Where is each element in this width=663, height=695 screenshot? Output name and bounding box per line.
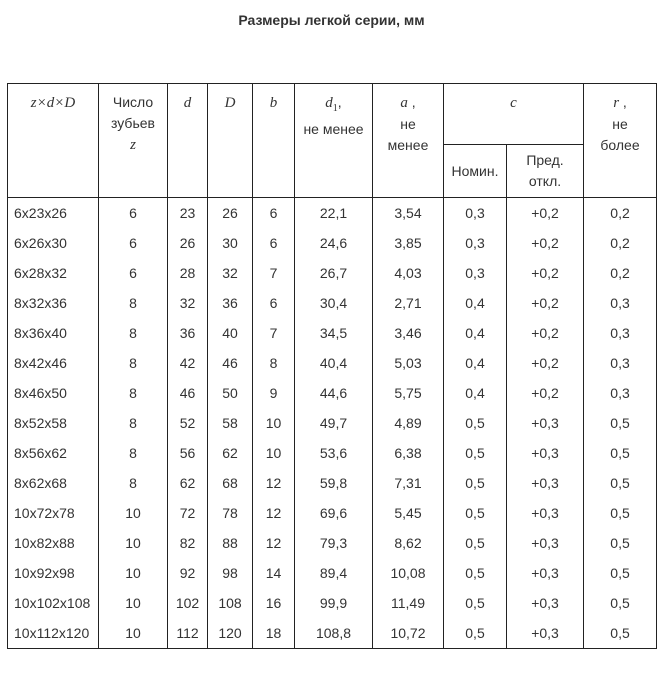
cell-r: 0,2	[584, 258, 657, 288]
cell-teeth: 6	[99, 198, 168, 229]
cell-r: 0,5	[584, 588, 657, 618]
cell-a: 5,03	[373, 348, 444, 378]
cell-d: 102	[168, 588, 208, 618]
header-c-deviation: Пред. откл.	[507, 145, 584, 198]
cell-c-deviation: +0,3	[507, 438, 584, 468]
cell-a: 5,45	[373, 498, 444, 528]
table-row	[8, 198, 657, 229]
table-row	[8, 618, 657, 649]
cell-teeth: 6	[99, 258, 168, 288]
cell-r: 0,5	[584, 498, 657, 528]
table-row	[8, 348, 657, 378]
cell-D: 50	[208, 378, 253, 408]
cell-c-nominal: 0,5	[444, 618, 507, 649]
cell-b: 12	[253, 468, 295, 498]
cell-c-nominal: 0,5	[444, 438, 507, 468]
table-row	[8, 558, 657, 588]
cell-D: 108	[208, 588, 253, 618]
cell-d: 32	[168, 288, 208, 318]
cell-c-nominal: 0,4	[444, 288, 507, 318]
cell-b: 6	[253, 228, 295, 258]
cell-teeth: 10	[99, 558, 168, 588]
table-row	[8, 228, 657, 258]
cell-D: 30	[208, 228, 253, 258]
cell-teeth: 10	[99, 528, 168, 558]
cell-D: 46	[208, 348, 253, 378]
header-teeth-count: Число зубьев z	[99, 84, 168, 198]
cell-d1: 59,8	[295, 468, 373, 498]
cell-d: 23	[168, 198, 208, 229]
cell-D: 120	[208, 618, 253, 649]
cell-a: 5,75	[373, 378, 444, 408]
cell-a: 8,62	[373, 528, 444, 558]
cell-b: 6	[253, 288, 295, 318]
cell-D: 58	[208, 408, 253, 438]
cell-r: 0,5	[584, 618, 657, 649]
cell-d: 46	[168, 378, 208, 408]
cell-d1: 24,6	[295, 228, 373, 258]
cell-b: 6	[253, 198, 295, 229]
cell-a: 3,85	[373, 228, 444, 258]
cell-d: 82	[168, 528, 208, 558]
cell-a: 2,71	[373, 288, 444, 318]
cell-a: 6,38	[373, 438, 444, 468]
cell-teeth: 8	[99, 318, 168, 348]
cell-b: 18	[253, 618, 295, 649]
cell-d: 112	[168, 618, 208, 649]
cell-c-deviation: +0,2	[507, 318, 584, 348]
cell-r: 0,5	[584, 408, 657, 438]
cell-d: 42	[168, 348, 208, 378]
cell-designation: 10x82x88	[8, 528, 99, 558]
table-body	[8, 198, 657, 649]
cell-c-nominal: 0,3	[444, 258, 507, 288]
cell-d: 52	[168, 408, 208, 438]
cell-c-deviation: +0,2	[507, 258, 584, 288]
cell-b: 12	[253, 528, 295, 558]
cell-a: 11,49	[373, 588, 444, 618]
cell-d: 28	[168, 258, 208, 288]
cell-D: 36	[208, 288, 253, 318]
cell-r: 0,3	[584, 348, 657, 378]
cell-designation: 10x72x78	[8, 498, 99, 528]
cell-teeth: 8	[99, 288, 168, 318]
cell-r: 0,3	[584, 378, 657, 408]
cell-designation: 8x42x46	[8, 348, 99, 378]
cell-d1: 26,7	[295, 258, 373, 288]
cell-a: 4,89	[373, 408, 444, 438]
cell-d1: 89,4	[295, 558, 373, 588]
cell-c-nominal: 0,4	[444, 318, 507, 348]
cell-c-nominal: 0,4	[444, 378, 507, 408]
header-r: r , не более	[584, 84, 657, 198]
cell-teeth: 10	[99, 588, 168, 618]
cell-D: 62	[208, 438, 253, 468]
cell-d1: 34,5	[295, 318, 373, 348]
cell-c-deviation: +0,3	[507, 588, 584, 618]
cell-r: 0,5	[584, 558, 657, 588]
cell-d1: 69,6	[295, 498, 373, 528]
cell-D: 32	[208, 258, 253, 288]
page-title: Размеры легкой серии, мм	[238, 12, 425, 28]
header-a: a , не менее	[373, 84, 444, 198]
cell-d1: 79,3	[295, 528, 373, 558]
cell-b: 10	[253, 408, 295, 438]
table-row	[8, 588, 657, 618]
cell-teeth: 8	[99, 348, 168, 378]
cell-r: 0,3	[584, 318, 657, 348]
cell-c-deviation: +0,2	[507, 228, 584, 258]
cell-b: 9	[253, 378, 295, 408]
cell-c-deviation: +0,3	[507, 498, 584, 528]
cell-d: 92	[168, 558, 208, 588]
cell-d: 56	[168, 438, 208, 468]
table-row	[8, 288, 657, 318]
cell-d: 26	[168, 228, 208, 258]
table-row	[8, 378, 657, 408]
cell-c-deviation: +0,3	[507, 558, 584, 588]
header-d: d	[168, 84, 208, 198]
table-row	[8, 468, 657, 498]
cell-designation: 8x36x40	[8, 318, 99, 348]
cell-c-deviation: +0,2	[507, 288, 584, 318]
cell-b: 7	[253, 318, 295, 348]
cell-designation: 8x52x58	[8, 408, 99, 438]
cell-c-nominal: 0,3	[444, 228, 507, 258]
cell-c-nominal: 0,3	[444, 198, 507, 229]
cell-designation: 6x28x32	[8, 258, 99, 288]
cell-d1: 108,8	[295, 618, 373, 649]
cell-teeth: 10	[99, 618, 168, 649]
cell-d1: 44,6	[295, 378, 373, 408]
cell-D: 88	[208, 528, 253, 558]
cell-b: 12	[253, 498, 295, 528]
cell-designation: 6x26x30	[8, 228, 99, 258]
cell-r: 0,3	[584, 288, 657, 318]
cell-c-nominal: 0,5	[444, 528, 507, 558]
cell-c-nominal: 0,5	[444, 588, 507, 618]
cell-r: 0,2	[584, 198, 657, 229]
header-c: c	[444, 84, 584, 145]
header-c-nominal: Номин.	[444, 145, 507, 198]
cell-D: 40	[208, 318, 253, 348]
cell-c-nominal: 0,5	[444, 498, 507, 528]
cell-teeth: 10	[99, 498, 168, 528]
table-row	[8, 408, 657, 438]
cell-a: 4,03	[373, 258, 444, 288]
header-designation: z×d×D	[8, 84, 99, 198]
cell-b: 16	[253, 588, 295, 618]
cell-teeth: 8	[99, 378, 168, 408]
cell-teeth: 6	[99, 228, 168, 258]
cell-c-nominal: 0,5	[444, 408, 507, 438]
cell-c-deviation: +0,2	[507, 348, 584, 378]
cell-designation: 8x56x62	[8, 438, 99, 468]
cell-a: 10,72	[373, 618, 444, 649]
cell-designation: 10x112x120	[8, 618, 99, 649]
cell-c-nominal: 0,4	[444, 348, 507, 378]
cell-teeth: 8	[99, 408, 168, 438]
cell-b: 14	[253, 558, 295, 588]
table-row	[8, 318, 657, 348]
cell-D: 68	[208, 468, 253, 498]
cell-c-deviation: +0,3	[507, 618, 584, 649]
cell-d: 36	[168, 318, 208, 348]
cell-a: 3,54	[373, 198, 444, 229]
cell-b: 8	[253, 348, 295, 378]
spline-dimensions-table	[7, 83, 657, 649]
cell-a: 7,31	[373, 468, 444, 498]
header-b: b	[253, 84, 295, 198]
cell-a: 10,08	[373, 558, 444, 588]
cell-D: 78	[208, 498, 253, 528]
table-row	[8, 528, 657, 558]
cell-d1: 53,6	[295, 438, 373, 468]
cell-d1: 99,9	[295, 588, 373, 618]
table-row	[8, 258, 657, 288]
cell-designation: 8x62x68	[8, 468, 99, 498]
cell-d: 72	[168, 498, 208, 528]
table-row	[8, 498, 657, 528]
cell-b: 10	[253, 438, 295, 468]
header-d1: $d_1$, не менее	[295, 84, 373, 198]
cell-designation: 10x102x108	[8, 588, 99, 618]
cell-d1: 40,4	[295, 348, 373, 378]
cell-D: 26	[208, 198, 253, 229]
cell-r: 0,2	[584, 228, 657, 258]
cell-designation: 8x32x36	[8, 288, 99, 318]
cell-teeth: 8	[99, 438, 168, 468]
cell-c-deviation: +0,3	[507, 468, 584, 498]
cell-d1: 30,4	[295, 288, 373, 318]
cell-a: 3,46	[373, 318, 444, 348]
cell-c-nominal: 0,5	[444, 558, 507, 588]
table-row	[8, 438, 657, 468]
cell-d1: 49,7	[295, 408, 373, 438]
cell-r: 0,5	[584, 528, 657, 558]
header-D: D	[208, 84, 253, 198]
cell-teeth: 8	[99, 468, 168, 498]
cell-designation: 10x92x98	[8, 558, 99, 588]
cell-r: 0,5	[584, 468, 657, 498]
cell-designation: 6x23x26	[8, 198, 99, 229]
cell-c-deviation: +0,3	[507, 408, 584, 438]
cell-designation: 8x46x50	[8, 378, 99, 408]
cell-c-deviation: +0,3	[507, 528, 584, 558]
cell-D: 98	[208, 558, 253, 588]
cell-c-deviation: +0,2	[507, 378, 584, 408]
cell-c-deviation: +0,2	[507, 198, 584, 229]
cell-d1: 22,1	[295, 198, 373, 229]
cell-d: 62	[168, 468, 208, 498]
cell-c-nominal: 0,5	[444, 468, 507, 498]
cell-r: 0,5	[584, 438, 657, 468]
cell-b: 7	[253, 258, 295, 288]
